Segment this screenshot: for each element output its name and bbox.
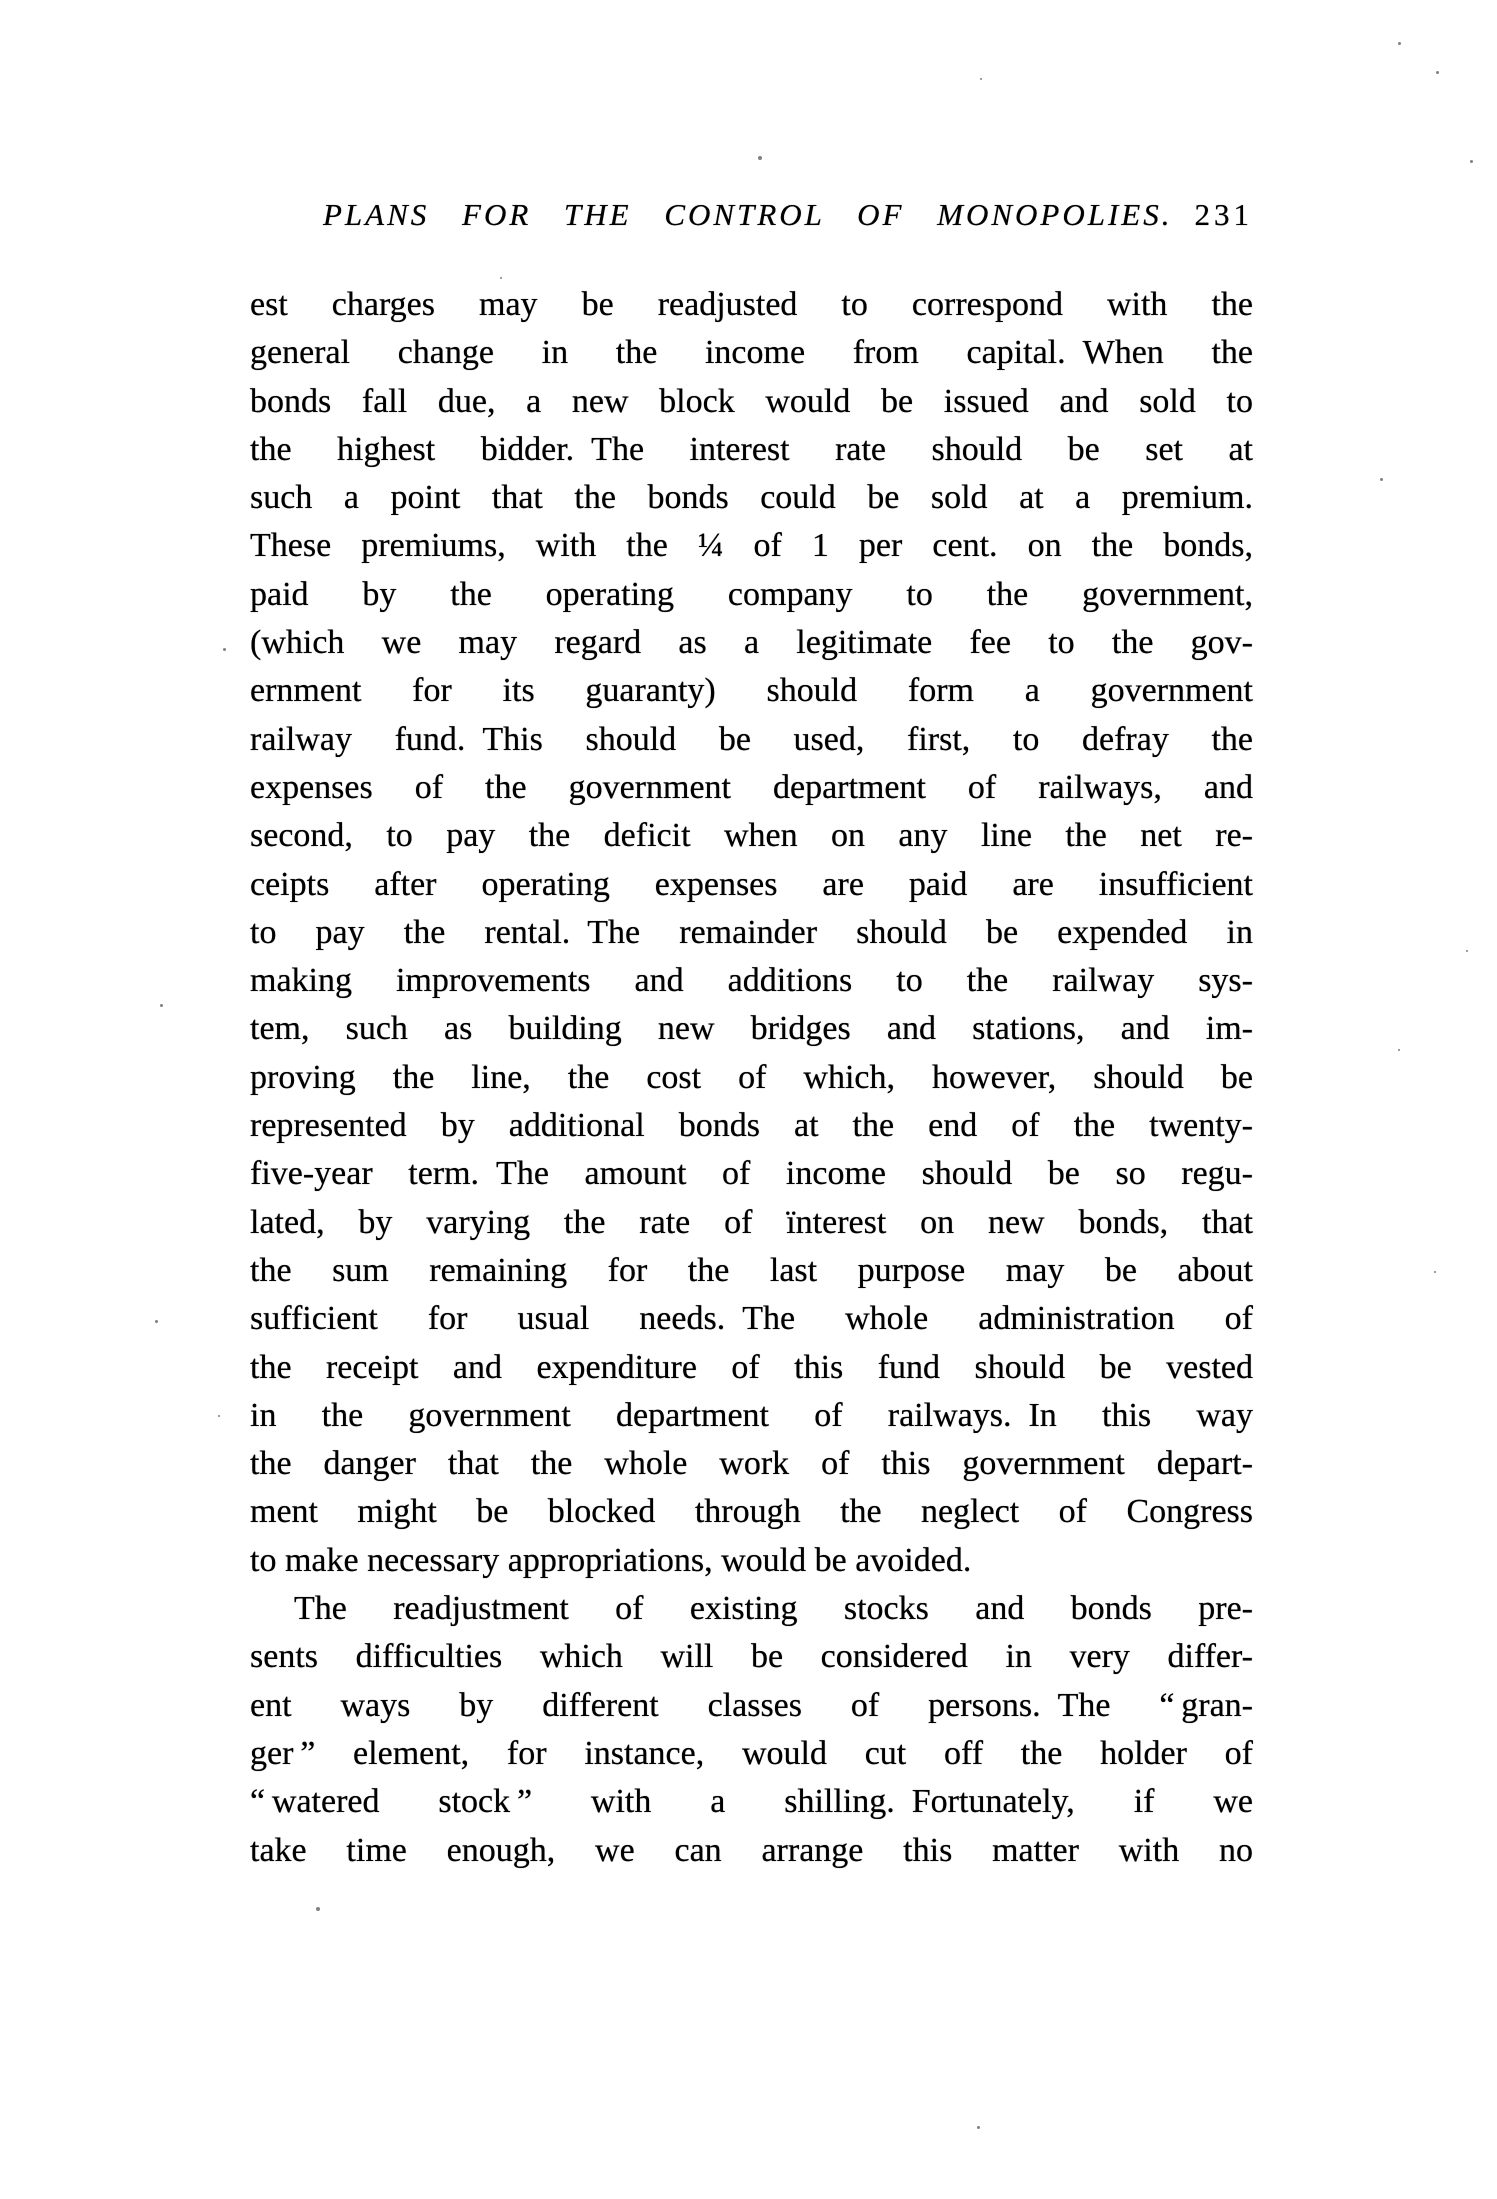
text-line: sents difficulties which will be considered in very differ- (250, 1638, 1253, 1676)
scan-speck (218, 1415, 220, 1417)
text-line: the receipt and expenditure of this fund should be vested (250, 1348, 1253, 1386)
running-head-title: PLANS FOR THE CONTROL OF MONOPOLIES. (322, 197, 1173, 232)
text-line: The readjustment of existing stocks and bonds pre- (294, 1590, 1253, 1628)
text-line: second, to pay the deficit when on any line the net re- (250, 817, 1253, 855)
text-line: the sum remaining for the last purpose may be about (250, 1251, 1253, 1289)
text-line: the danger that the whole work of this government depart- (250, 1445, 1253, 1483)
text-line: take time enough, we can arrange this matter with no (250, 1831, 1253, 1869)
text-line: to pay the rental. The remainder should be expended in (250, 913, 1253, 951)
text-line: to make necessary appropriations, would be avoided. (250, 1541, 972, 1579)
scan-speck (155, 1320, 158, 1323)
scan-speck (1398, 42, 1401, 45)
scan-speck (1398, 1049, 1400, 1051)
text-line: the highest bidder. The interest rate should be set at (250, 430, 1253, 468)
text-line: in the government department of railways. In this way (250, 1396, 1253, 1434)
text-line: ceipts after operating expenses are paid are insufficient (250, 865, 1253, 903)
running-head (250, 197, 1253, 233)
text-line: railway fund. This should be used, first, to defray the (250, 720, 1253, 758)
text-line: paid by the operating company to the government, (250, 575, 1253, 613)
text-line: general change in the income from capital. When the (250, 334, 1253, 372)
text-line: ent ways by different classes of persons. The “ gran- (250, 1686, 1253, 1724)
scan-speck (1470, 160, 1473, 163)
text-line: represented by additional bonds at the end of the twenty- (250, 1107, 1253, 1145)
scan-speck (223, 648, 226, 651)
scan-speck (1436, 71, 1439, 74)
text-line: such a point that the bonds could be sold at a premium. (250, 479, 1253, 517)
scan-speck (1434, 1271, 1436, 1273)
text-line: sufficient for usual needs. The whole administration of (250, 1300, 1253, 1338)
scan-speck (1380, 478, 1383, 481)
text-line: tem, such as building new bridges and stations, and im- (250, 1010, 1253, 1048)
text-line: est charges may be readjusted to correspond with the (250, 286, 1253, 323)
text-line: bonds fall due, a new block would be issued and sold to (250, 382, 1253, 420)
text-line: ernment for its guaranty) should form a government (250, 672, 1253, 710)
text-line: ger ” element, for instance, would cut off the holder of (250, 1734, 1253, 1772)
text-line: ment might be blocked through the neglect of Congress (250, 1493, 1253, 1531)
scan-speck (1466, 950, 1468, 952)
text-line: proving the line, the cost of which, however, should be (250, 1058, 1253, 1096)
scan-speck (980, 78, 982, 80)
text-line: making improvements and additions to the railway sys- (250, 962, 1253, 1000)
text-line: (which we may regard as a legitimate fee to the gov- (250, 624, 1253, 662)
scan-speck (758, 156, 762, 160)
scan-speck (316, 1907, 320, 1911)
text-line: lated, by varying the rate of ïnterest on new bonds, that (250, 1203, 1253, 1241)
page-number: 231 (1194, 197, 1253, 232)
text-line: expenses of the government department of railways, and (250, 768, 1253, 806)
scan-speck (160, 1004, 163, 1007)
page-body-text (250, 281, 1253, 1875)
text-line: “ watered stock ” with a shilling. Fortunately, if we (250, 1783, 1253, 1821)
text-line: These premiums, with the ¼ of 1 per cent. on the bonds, (250, 527, 1253, 565)
scan-speck (977, 2126, 980, 2129)
scan-speck (500, 277, 502, 279)
text-line: five-year term. The amount of income should be so regu- (250, 1155, 1253, 1193)
